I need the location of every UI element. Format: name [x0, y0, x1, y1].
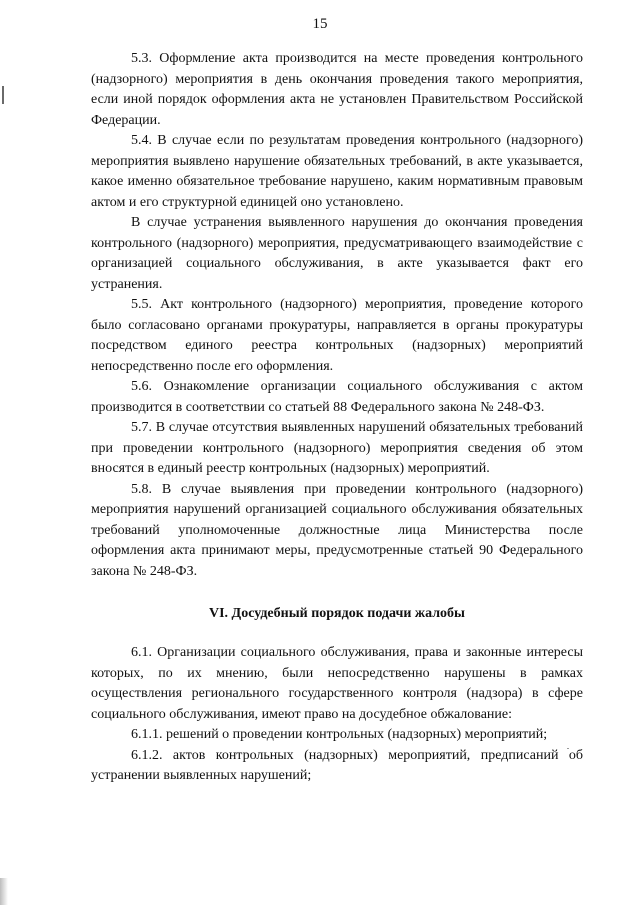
paragraph-5-8: 5.8. В случае выявления при проведении контрольного (надзорного) мероприятия нарушений организацией социального обслуживания обязательных требований уполномоченные должностные лица Министерства после оформления акта принимают меры, предусмотренные статьей 90 Федерального закона № 248-ФЗ.: [91, 481, 583, 579]
paragraph-6-1-2: 6.1.2. актов контрольных (надзорных) мероприятий, предписаний об устранении выявленных нарушений;: [91, 747, 583, 783]
scan-edge-shadow: [0, 878, 8, 905]
paragraph-5-3: 5.3. Оформление акта производится на месте проведения контрольного (надзорного) мероприятия в день окончания проведения такого мероприятия, если иной порядок оформления акта не установлен Правительством Российской Федерации.: [91, 51, 583, 128]
document-body: [91, 49, 583, 787]
section-heading: VI. Досудебный порядок подачи жалобы: [209, 606, 465, 621]
paragraph-5-5: 5.5. Акт контрольного (надзорного) мероприятия, проведение которого было согласовано органами прокуратуры, направляется в органы прокуратуры посредством единого реестра контрольных (надзорных) мероприятий непосредственно после его оформления.: [91, 297, 583, 374]
paragraph-6-1-1: 6.1.1. решений о проведении контрольных (надзорных) мероприятий;: [131, 727, 548, 742]
paragraph-5-4-continued: В случае устранения выявленного нарушения до окончания проведения контрольного (надзорного) мероприятия, предусматривающего взаимодействие с организацией социального обслуживания, в акте указывается факт его устранения.: [91, 215, 583, 292]
scan-edge-mark: [2, 86, 4, 104]
paragraph-5-6: 5.6. Ознакомление организации социального обслуживания с актом производится в соответствии со статьей 88 Федерального закона № 248-ФЗ.: [91, 379, 583, 415]
paragraph-6-1: 6.1. Организации социального обслуживания, права и законные интересы которых, по их мнению, были непосредственно нарушены в рамках осуществления регионального государственного контроля (надзора) в сфере социального обслуживания, имеют право на досудебное обжалование:: [91, 645, 583, 722]
page-number: 15: [312, 16, 328, 32]
paragraph-5-4: 5.4. В случае если по результатам проведения контрольного (надзорного) мероприятия выявлено нарушение обязательных требований, в акте указывается, какое именно обязательное требование нарушено, каким нормативным правовым актом и его структурной единицей оно установлено.: [91, 133, 583, 210]
paragraph-5-7: 5.7. В случае отсутствия выявленных нарушений обязательных требований при проведении контрольного (надзорного) мероприятия сведения об этом вносятся в единый реестр контрольных (надзорных) мероприятий.: [91, 420, 583, 476]
